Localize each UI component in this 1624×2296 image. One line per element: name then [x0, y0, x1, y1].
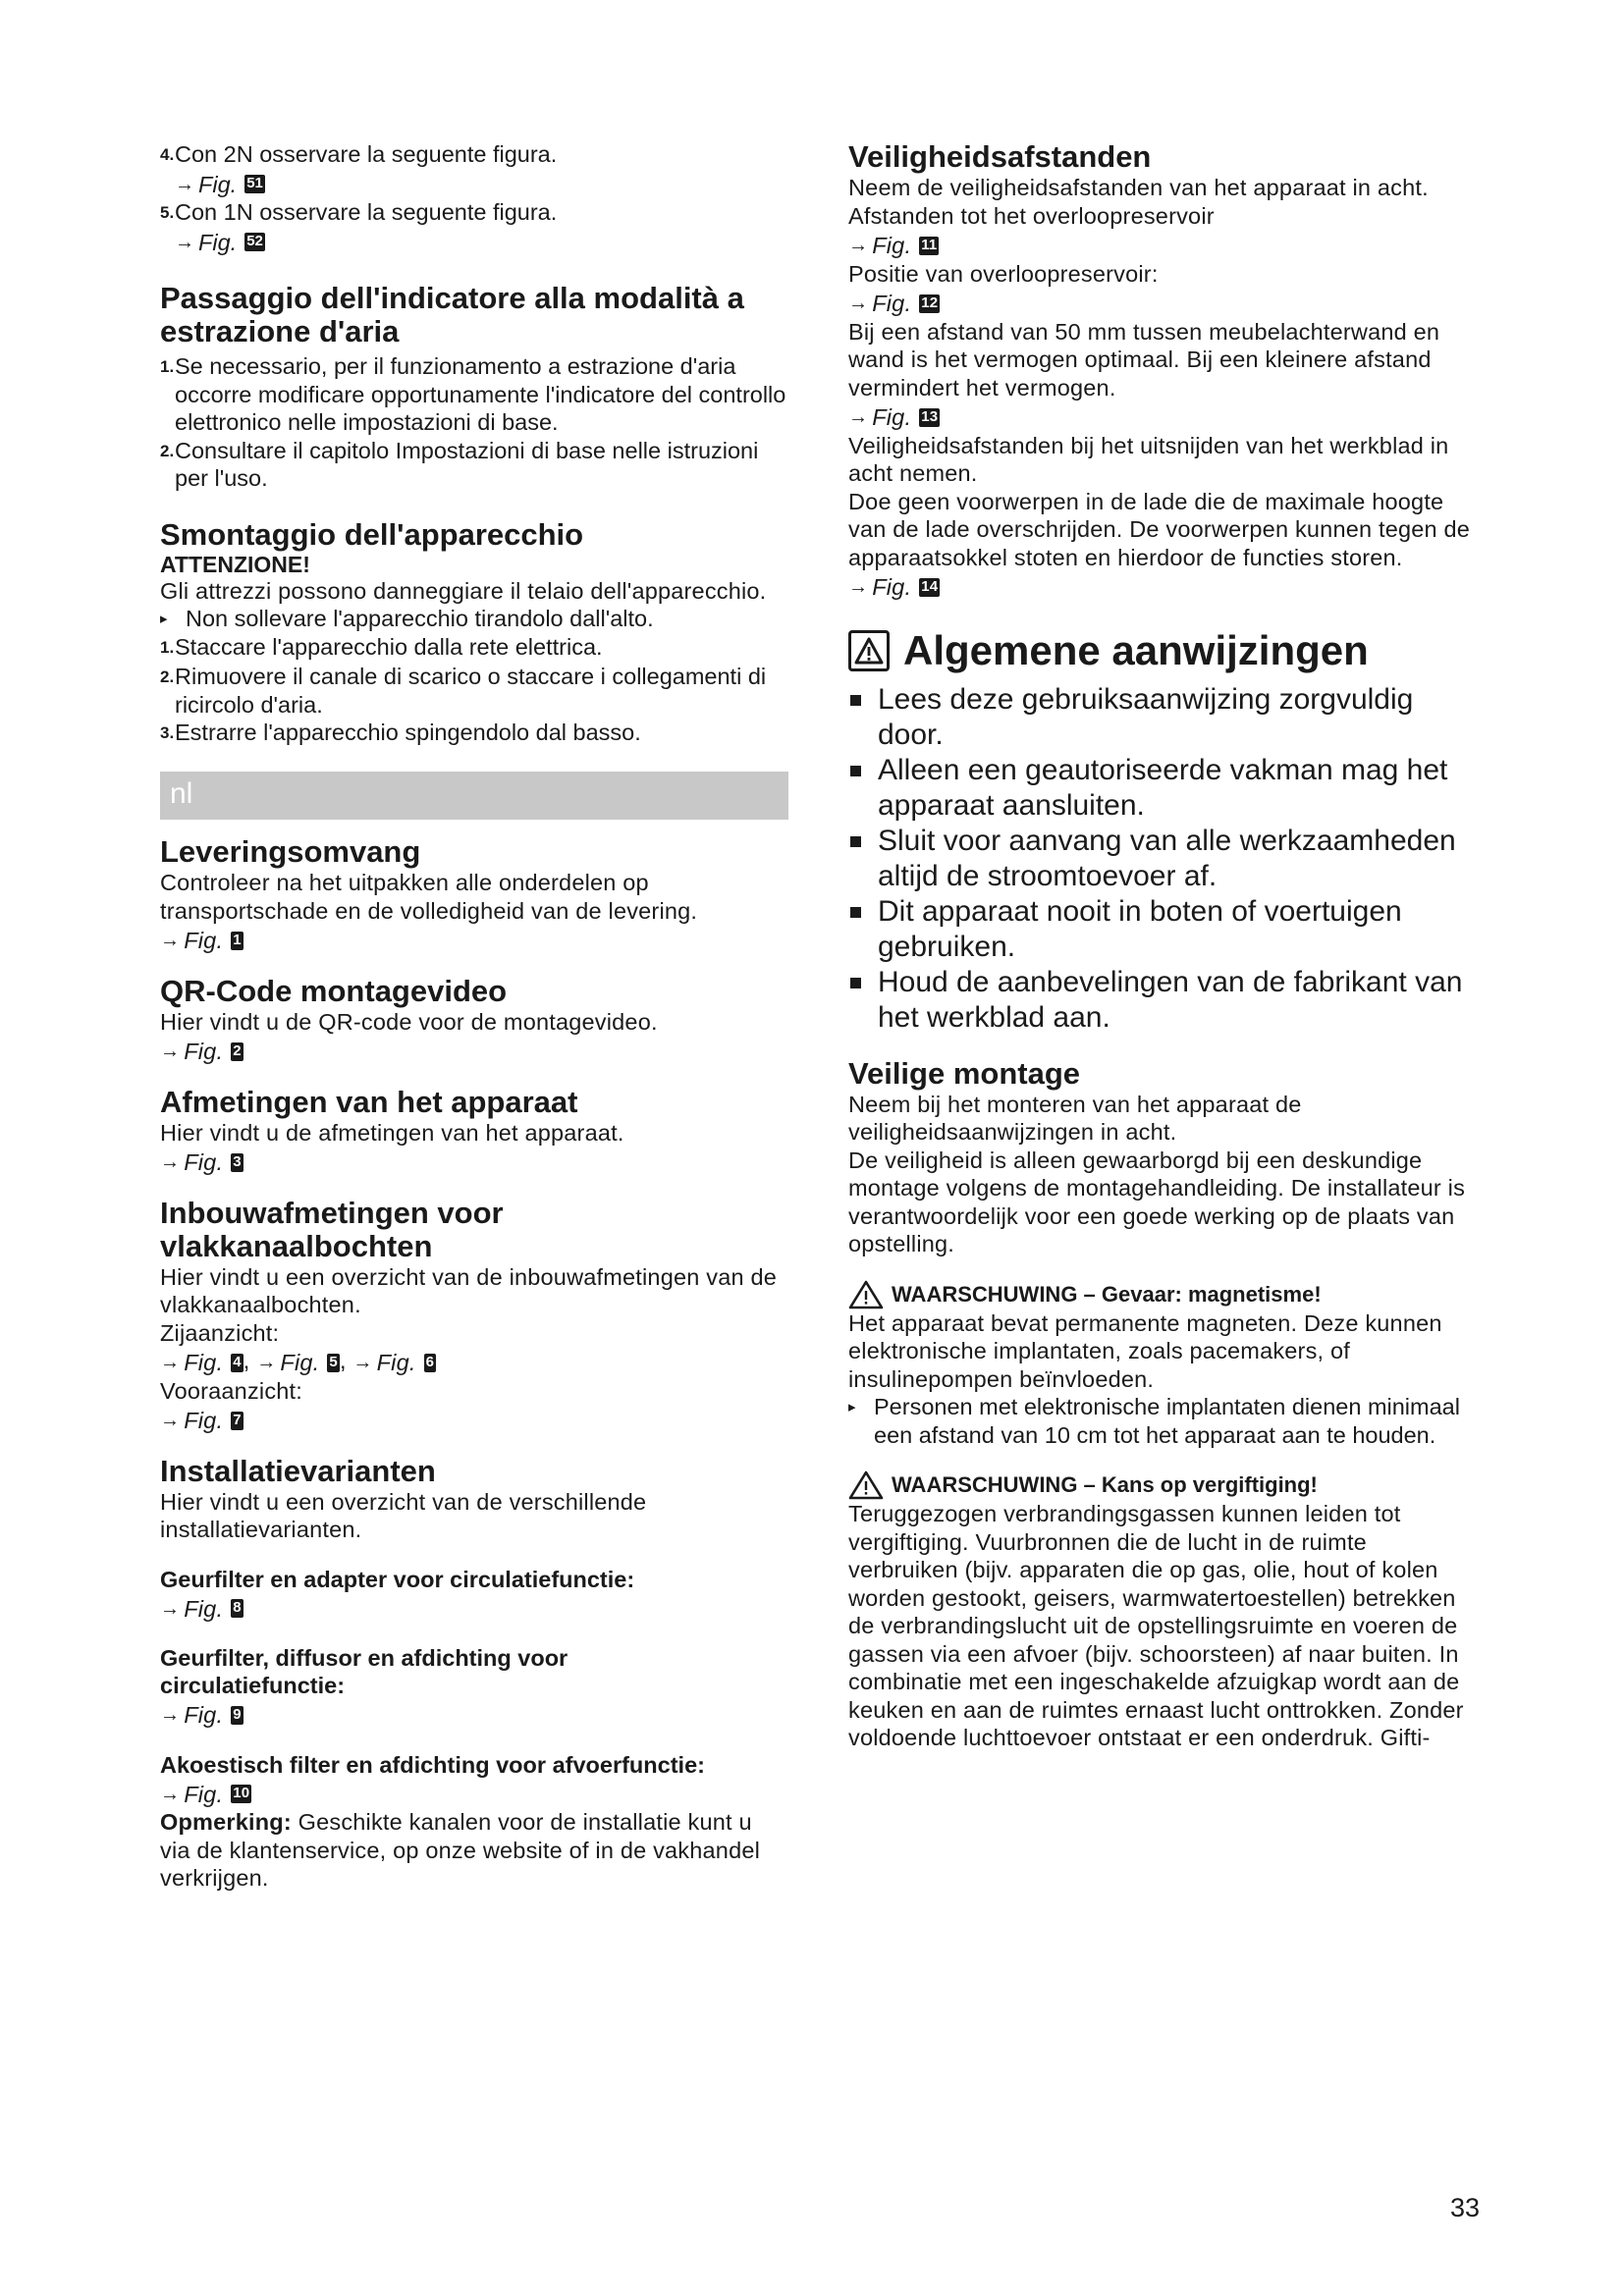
figure-reference[interactable]: → Fig. 1: [160, 928, 242, 953]
square-bullet-icon: [848, 894, 878, 965]
section-heading: QR-Code montagevideo: [160, 973, 508, 1008]
attention-text: Gli attrezzi possono danneggiare il telaio dell'apparecchio.: [160, 577, 767, 604]
paragraph: Afstanden tot het overloopreservoir: [848, 202, 1215, 229]
figure-badge: 13: [921, 407, 939, 425]
paragraph: Hier vindt u de afmetingen van het apparaat.: [160, 1119, 624, 1146]
paragraph: Hier vindt u een overzicht van de inbouwafmetingen van de vlakkanaalbochten.: [160, 1263, 777, 1317]
paragraph: Doe geen voorwerpen in de lade die de maximale hoogte van de lade overschrijden. De voorwerpen kunnen tegen de apparaatsokkel stoten en hierdoor de functies storen.: [848, 488, 1471, 570]
figure-badge: 12: [921, 294, 939, 311]
figure-badge: 52: [246, 233, 263, 250]
left-column: [160, 140, 788, 1893]
section-heading: Veiligheidsafstanden: [848, 139, 1152, 174]
figure-reference[interactable]: → Fig. 3: [160, 1149, 242, 1175]
triangle-bullet-icon: ▸: [848, 1399, 856, 1415]
subheading: Geurfilter en adapter voor circulatiefunctie:: [160, 1566, 635, 1592]
figure-badge: 2: [233, 1041, 242, 1059]
paragraph: Hier vindt u een overzicht van de verschillende installatievarianten.: [160, 1488, 647, 1542]
paragraph: Positie van overloopreservoir:: [848, 260, 1159, 287]
figure-badge: 3: [233, 1152, 242, 1170]
paragraph: Neem bij het monteren van het apparaat de veiligheidsaanwijzingen in acht.: [848, 1091, 1302, 1145]
figure-reference[interactable]: → Fig. 7: [160, 1408, 242, 1433]
list-item: Lees deze gebruiksaanwijzing zorgvuldig door.: [848, 682, 1477, 753]
list-item: 1. Staccare l'apparecchio dalla rete elettrica.: [160, 634, 603, 660]
figure-badge: 9: [233, 1705, 242, 1723]
paragraph: Controleer na het uitpakken alle onderdelen op transportschade en de volledigheid van de levering.: [160, 870, 698, 924]
list-item: 2. Rimuovere il canale di scarico o staccare i collegamenti di ricircolo d'aria.: [160, 664, 767, 718]
warning-heading: WAARSCHUWING – Kans op vergiftiging!: [848, 1470, 1477, 1500]
indicator-steps: [160, 352, 788, 493]
page-number: 33: [1450, 2193, 1481, 2222]
figure-badge: 51: [246, 175, 263, 192]
right-column: [848, 140, 1477, 1752]
figure-reference[interactable]: → Fig. 10: [160, 1781, 250, 1807]
language-bar: [160, 772, 788, 820]
figure-reference[interactable]: → Fig. 52: [175, 229, 263, 255]
list-item: Houd de aanbevelingen van de fabrikant van het werkblad aan.: [848, 965, 1477, 1036]
section-heading: Installatievarianten: [160, 1453, 436, 1488]
warning-text: Het apparaat bevat permanente magneten. Deze kunnen elektronische implantaten, zoals pacemakers, of insulinepompen beïnvloeden.: [848, 1309, 1442, 1392]
paragraph: Hier vindt u de QR-code voor de montagevideo.: [160, 1008, 658, 1035]
warning-triangle-icon: [848, 630, 890, 671]
figure-reference[interactable]: → Fig. 8: [160, 1595, 242, 1622]
steps-continued: [160, 140, 788, 256]
warning-icon: [848, 1280, 884, 1309]
figure-badge: 7: [233, 1411, 242, 1428]
figure-badge: 10: [233, 1785, 250, 1802]
list-item: 2. Consultare il capitolo Impostazioni di base nelle istruzioni per l'uso.: [160, 437, 759, 491]
warning-text: Teruggezogen verbrandingsgassen kunnen leiden tot vergiftiging. Vuurbronnen die de lucht in de ruimte verbruiken (bijv. apparaten die op gas, olie, hout of kolen worden gestookt, geisers, warmwatertoestellen) betrekken de verbrandingslucht uit de opstellingsruimte en voeren de gassen via een afvoer (bijv. schoorsteen) af naar buiten. In combinatie met een ingeschakelde afzuigkap wordt aan de keuken en aan de ruimtes ernaast lucht onttrokken. Zonder voldoende luchttoevoer ontstaat er een onderdruk. Gifti-: [848, 1501, 1464, 1750]
subheading: Geurfilter, diffusor en afdichting voor circulatiefunctie:: [160, 1645, 568, 1698]
list-item: 1. Se necessario, per il funzionamento a estrazione d'aria occorre modificare opportunamente l'indicatore del controllo elettronico nelle impostazioni di base.: [160, 353, 786, 435]
figure-reference[interactable]: → Fig. 5: [256, 1350, 338, 1375]
figure-reference[interactable]: → Fig. 51: [175, 171, 263, 197]
hint-item: ▸ Personen met elektronische implantaten dienen minimaal een afstand van 10 cm tot het apparaat aan te houden.: [848, 1394, 1460, 1448]
view-label: Zijaanzicht:: [160, 1319, 280, 1346]
list-item: Alleen een geautoriseerde vakman mag het apparaat aansluiten.: [848, 753, 1477, 824]
warning-heading: WAARSCHUWING – Gevaar: magnetisme!: [848, 1280, 1477, 1309]
language-code: nl: [170, 777, 193, 810]
removal-steps: [160, 633, 788, 748]
general-instructions-heading: Algemene aanwijzingen: [848, 627, 1477, 674]
list-item: 4. Con 2N osservare la seguente figura. → Fig. 51: [160, 141, 558, 197]
section-heading: Afmetingen van het apparaat: [160, 1084, 578, 1119]
subheading: Akoestisch filter en afdichting voor afvoerfunctie:: [160, 1751, 705, 1778]
figure-badge: 1: [233, 931, 242, 948]
figure-badge: 5: [329, 1353, 338, 1370]
triangle-bullet-icon: ▸: [160, 611, 168, 627]
attention-label: ATTENZIONE!: [160, 551, 310, 577]
list-item: 3. Estrarre l'apparecchio spingendolo dal basso.: [160, 720, 641, 745]
list-item: 5. Con 1N osservare la seguente figura. → Fig. 52: [160, 199, 558, 255]
hint-item: ▸ Non sollevare l'apparecchio tirandolo dall'alto.: [160, 606, 654, 631]
figure-reference[interactable]: → Fig. 9: [160, 1702, 242, 1728]
figure-badge: 11: [921, 236, 938, 253]
square-bullet-icon: [848, 682, 878, 753]
figure-reference[interactable]: → Fig. 11: [848, 233, 938, 258]
side-view-figures: → Fig. 4 , → Fig. 5 , → Fig. 6: [160, 1348, 435, 1375]
square-bullet-icon: [848, 965, 878, 1036]
figure-reference[interactable]: → Fig. 6: [352, 1350, 435, 1375]
section-heading: Smontaggio dell'apparecchio: [160, 516, 584, 552]
paragraph: De veiligheid is alleen gewaarborgd bij een deskundige montage volgens de montagehandleiding. De installateur is verantwoordelijk voor een goede werking op de plaats van opstelling.: [848, 1147, 1466, 1256]
view-label: Vooraanzicht:: [160, 1377, 302, 1404]
figure-badge: 8: [233, 1599, 242, 1617]
section-heading: Veilige montage: [848, 1055, 1081, 1091]
figure-reference[interactable]: → Fig. 13: [848, 404, 939, 430]
figure-reference[interactable]: → Fig. 12: [848, 291, 939, 316]
figure-badge: 14: [921, 577, 939, 595]
paragraph: Bij een afstand van 50 mm tussen meubelachterwand en wand is het vermogen optimaal. Bij een kleinere afstand vermindert het vermogen.: [848, 318, 1440, 400]
section-heading: Passaggio dell'indicatore alla modalità a estrazione d'aria: [160, 281, 744, 348]
note-paragraph: Opmerking: Geschikte kanalen voor de installatie kunt u via de klantenservice, op onze website of in de vakhandel verkrijgen.: [160, 1809, 761, 1891]
list-item: Sluit voor aanvang van alle werkzaamheden altijd de stroomtoevoer af.: [848, 824, 1477, 894]
figure-badge: 6: [425, 1353, 435, 1370]
general-instructions-list: [848, 682, 1477, 1036]
figure-badge: 4: [233, 1353, 242, 1370]
section-heading: Leveringsomvang: [160, 834, 421, 869]
figure-reference[interactable]: → Fig. 4: [160, 1350, 242, 1375]
list-item: Dit apparaat nooit in boten of voertuigen gebruiken.: [848, 894, 1477, 965]
paragraph: Veiligheidsafstanden bij het uitsnijden van het werkblad in acht nemen.: [848, 432, 1449, 486]
warning-icon: [848, 1470, 884, 1500]
square-bullet-icon: [848, 753, 878, 824]
section-heading: Inbouwafmetingen voor vlakkanaalbochten: [160, 1195, 504, 1263]
square-bullet-icon: [848, 824, 878, 894]
figure-reference[interactable]: → Fig. 2: [160, 1039, 242, 1064]
figure-reference[interactable]: → Fig. 14: [848, 574, 939, 600]
paragraph: Neem de veiligheidsafstanden van het apparaat in acht.: [848, 175, 1429, 200]
